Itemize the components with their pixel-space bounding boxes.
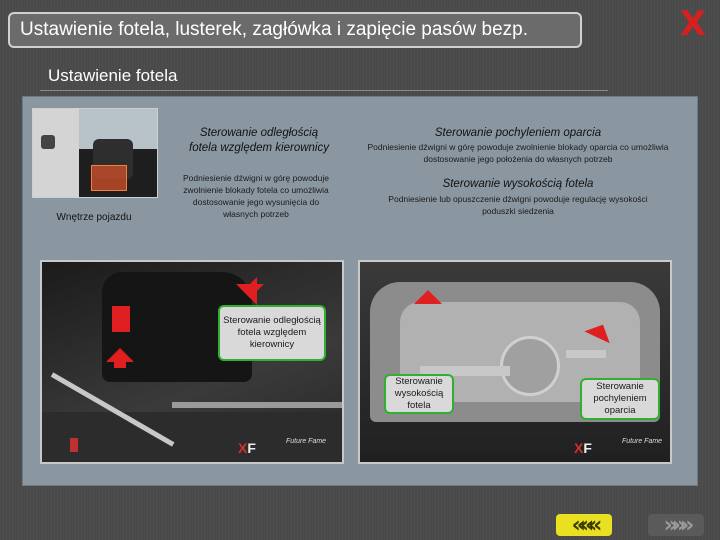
seat-rail xyxy=(172,402,342,408)
distance-control-description: Podniesienie dźwigni w górę powoduje zwolnienie blokady fotela co umożliwia dostosowanie jego wysunięcia do własnych potrzeb xyxy=(182,173,329,219)
recline-control-description: Podniesienie dźwigni w górę powoduje zwolnienie blokady oparcia co umożliwia dostosowanie jego położenia do własnych potrzeb xyxy=(367,142,669,164)
photo-left-floor xyxy=(42,412,342,462)
next-slide-button[interactable]: »»» xyxy=(648,514,704,536)
previous-slide-button[interactable]: ««« xyxy=(556,514,612,536)
slide-title: Ustawienie fotela, lusterek, zagłówka i zapięcie pasów bezp. xyxy=(20,19,528,40)
height-control-title: Sterowanie wysokością fotela xyxy=(442,178,594,190)
distance-control-title: Sterowanie odległością fotela względem kierownicy xyxy=(189,127,329,154)
seat-rail-photo xyxy=(40,260,344,464)
seat-side-photo xyxy=(358,260,672,464)
logo-text-2: Future Fame xyxy=(622,438,663,445)
logo-text: Future Fame xyxy=(286,438,327,445)
vehicle-interior-thumbnail xyxy=(32,108,158,198)
thumb-mirror xyxy=(41,135,55,149)
recline-control-title: Sterowanie pochyleniem oparcia xyxy=(434,127,602,139)
section-title: Ustawienie fotela xyxy=(40,64,608,91)
slide-title-bar xyxy=(8,12,582,48)
seat-arrow-up-icon xyxy=(414,290,442,304)
arrow-right-head-icon xyxy=(243,277,257,305)
distance-callout[interactable]: Sterowanie odległością fotela względem kierownicy xyxy=(218,305,326,361)
thumb-highlight xyxy=(91,165,127,191)
recline-lever xyxy=(566,350,606,358)
arrow-up-icon xyxy=(106,348,134,362)
xf-logo: XF xyxy=(238,440,256,456)
thumb-door xyxy=(33,109,79,197)
xf-logo-2: XF xyxy=(574,440,592,456)
arrow-up-stem xyxy=(114,362,126,368)
close-icon[interactable]: X xyxy=(679,4,707,44)
height-callout[interactable]: Sterowanie wysokością fotela xyxy=(384,374,454,414)
recline-callout[interactable]: Sterowanie pochyleniem oparcia xyxy=(580,378,660,420)
floor-light-red xyxy=(70,438,78,452)
thumbnail-caption: Wnętrze pojazdu xyxy=(56,212,132,223)
arrow-left-head-bg xyxy=(112,306,130,332)
height-control-description: Podniesienie lub opuszczenie dźwigni powoduje regulację wysokości poduszki siedzenia xyxy=(388,194,648,216)
